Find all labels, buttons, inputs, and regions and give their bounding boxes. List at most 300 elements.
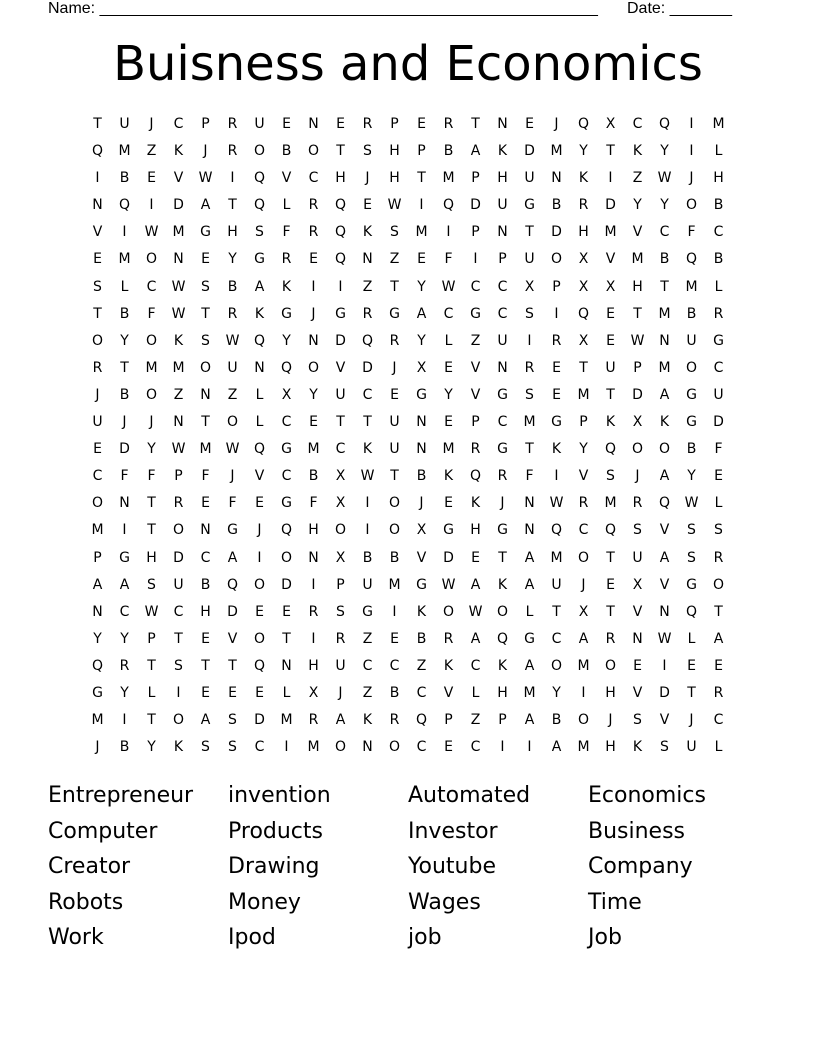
grid-letter: N [497, 224, 508, 241]
grid-letter: V [470, 359, 481, 376]
grid-letter: T [660, 278, 669, 295]
grid-letter: Y [633, 197, 642, 214]
grid-letter: U [92, 414, 103, 431]
grid-letter: W [630, 332, 645, 349]
grid-letter: W [441, 576, 456, 593]
grid-row [84, 545, 732, 572]
grid-letter: R [605, 630, 616, 647]
grid-letter: E [93, 441, 102, 458]
grid-letter: K [497, 143, 508, 160]
grid-letter: E [444, 739, 453, 756]
grid-letter: Q [685, 251, 698, 268]
grid-letter: O [685, 197, 698, 214]
grid-letter: D [362, 359, 373, 376]
grid-letter: D [254, 712, 265, 729]
grid-row [84, 517, 732, 544]
grid-letter: Y [417, 278, 426, 295]
grid-letter: C [92, 468, 103, 485]
grid-letter: E [282, 603, 291, 620]
grid-letter: H [335, 170, 346, 187]
grid-letter: Y [120, 332, 129, 349]
grid-letter: C [713, 359, 724, 376]
grid-letter: T [471, 116, 480, 132]
grid-letter: J [149, 116, 154, 132]
grid-letter: C [416, 684, 427, 701]
grid-letter: M [631, 251, 644, 268]
grid-letter: I [122, 712, 127, 729]
grid-letter: W [198, 170, 213, 187]
grid-letter: W [360, 468, 375, 485]
grid-letter: Y [120, 630, 129, 647]
word-bank [48, 778, 768, 956]
grid-letter: S [390, 224, 399, 241]
grid-row [84, 626, 732, 653]
grid-letter: F [525, 468, 534, 485]
grid-letter: U [497, 197, 508, 214]
grid-letter: M [604, 224, 617, 241]
grid-letter: V [227, 630, 238, 647]
grid-letter: B [362, 549, 373, 566]
grid-letter: A [524, 576, 535, 593]
grid-letter: M [523, 684, 536, 701]
grid-letter: H [632, 278, 643, 295]
grid-letter: M [172, 224, 185, 241]
grid-letter: P [336, 576, 345, 593]
word-bank-item: Products [228, 818, 323, 844]
grid-letter: X [281, 386, 292, 403]
word-bank-item: Job [588, 925, 622, 951]
grid-letter: U [713, 386, 724, 403]
grid-letter: H [227, 224, 238, 241]
grid-letter: A [200, 197, 211, 214]
grid-letter: O [712, 576, 725, 593]
grid-letter: H [389, 170, 400, 187]
grid-letter: G [254, 251, 265, 268]
grid-letter: H [578, 224, 589, 241]
grid-letter: O [280, 549, 293, 566]
grid-letter: E [687, 657, 696, 674]
grid-letter: A [92, 576, 103, 593]
grid-letter: B [551, 197, 562, 214]
grid-letter: M [577, 657, 590, 674]
grid-letter: X [335, 495, 346, 512]
grid-letter: W [657, 630, 672, 647]
word-bank-item: Ipod [228, 925, 276, 951]
grid-letter: A [659, 468, 670, 485]
grid-letter: Z [227, 386, 238, 403]
grid-letter: N [497, 359, 508, 376]
grid-letter: E [336, 116, 345, 132]
grid-letter: R [497, 468, 508, 485]
grid-letter: N [416, 414, 427, 431]
grid-letter: Y [660, 143, 669, 160]
grid-letter: N [362, 251, 373, 268]
grid-letter: W [387, 197, 402, 214]
grid-letter: E [255, 495, 264, 512]
grid-letter: R [632, 495, 643, 512]
grid-letter: U [119, 116, 130, 132]
grid-letter: J [257, 522, 262, 539]
grid-letter: A [119, 576, 130, 593]
grid-letter: L [471, 684, 480, 701]
grid-letter: T [363, 414, 372, 431]
grid-letter: I [689, 143, 694, 160]
grid-letter: S [228, 739, 237, 756]
grid-letter: Y [120, 684, 129, 701]
grid-letter: Z [389, 251, 400, 268]
grid-letter: O [172, 522, 185, 539]
grid-letter: D [119, 441, 130, 458]
grid-letter: B [119, 305, 130, 322]
grid-letter: P [498, 712, 507, 729]
grid-letter: V [632, 684, 643, 701]
grid-letter: E [552, 359, 561, 376]
grid-letter: D [632, 386, 643, 403]
grid-letter: Q [253, 441, 266, 458]
grid-letter: E [606, 576, 615, 593]
grid-letter: G [551, 414, 562, 431]
grid-letter: L [282, 684, 291, 701]
grid-letter: D [281, 576, 292, 593]
grid-letter: J [365, 170, 370, 187]
grid-letter: S [255, 224, 264, 241]
grid-row [84, 274, 732, 301]
grid-letter: T [336, 143, 345, 160]
grid-letter: Y [579, 143, 588, 160]
word-bank-item: Money [228, 889, 301, 915]
grid-letter: G [524, 630, 535, 647]
grid-letter: D [443, 549, 454, 566]
grid-letter: K [173, 143, 184, 160]
grid-letter: B [119, 386, 130, 403]
word-bank-row [48, 849, 768, 885]
grid-row [84, 707, 732, 734]
grid-letter: M [550, 549, 563, 566]
grid-letter: I [311, 576, 316, 593]
grid-letter: B [227, 278, 238, 295]
grid-row [84, 436, 732, 463]
grid-letter: B [308, 468, 319, 485]
grid-letter: T [147, 495, 156, 512]
word-bank-item: invention [228, 783, 331, 808]
grid-letter: F [282, 224, 291, 241]
grid-letter: O [334, 739, 347, 756]
grid-letter: B [119, 170, 130, 187]
grid-letter: I [311, 278, 316, 295]
date-field-label: Date: _______ [627, 0, 732, 17]
grid-letter: K [416, 603, 427, 620]
grid-letter: O [388, 522, 401, 539]
grid-letter: G [524, 197, 535, 214]
grid-letter: N [200, 522, 211, 539]
grid-letter: M [685, 278, 698, 295]
grid-letter: S [201, 278, 210, 295]
word-bank-item: Entrepreneur [48, 783, 194, 808]
grid-letter: I [662, 657, 667, 674]
grid-letter: K [470, 495, 481, 512]
grid-letter: I [500, 739, 505, 756]
grid-letter: A [524, 657, 535, 674]
grid-letter: G [497, 522, 508, 539]
grid-letter: L [714, 143, 723, 160]
grid-letter: I [446, 224, 451, 241]
grid-letter: M [658, 359, 671, 376]
word-bank-item: Automated [408, 783, 531, 808]
grid-letter: N [281, 657, 292, 674]
grid-row [84, 680, 732, 707]
grid-letter: J [392, 359, 397, 376]
grid-row [84, 490, 732, 517]
grid-letter: Q [280, 359, 293, 376]
grid-letter: Q [253, 657, 266, 674]
grid-letter: S [660, 739, 669, 756]
grid-letter: O [604, 657, 617, 674]
grid-letter: V [659, 712, 670, 729]
grid-letter: R [713, 684, 724, 701]
grid-letter: F [309, 495, 318, 512]
grid-letter: O [91, 332, 104, 349]
grid-letter: G [416, 386, 427, 403]
grid-letter: G [389, 305, 400, 322]
grid-letter: J [311, 305, 316, 322]
grid-letter: C [389, 657, 400, 674]
grid-letter: T [201, 305, 210, 322]
grid-letter: T [390, 468, 399, 485]
grid-letter: S [201, 332, 210, 349]
grid-letter: E [417, 251, 426, 268]
grid-letter: V [173, 170, 184, 187]
grid-letter: S [687, 549, 696, 566]
grid-letter: R [335, 630, 346, 647]
word-bank-item: Economics [588, 783, 706, 808]
grid-letter: I [527, 739, 532, 756]
grid-letter: M [118, 251, 131, 268]
grid-letter: X [578, 251, 589, 268]
grid-letter: I [473, 251, 478, 268]
grid-letter: Q [577, 116, 590, 132]
grid-letter: F [147, 468, 156, 485]
grid-letter: O [253, 576, 266, 593]
grid-letter: I [365, 522, 370, 539]
grid-letter: R [227, 143, 238, 160]
grid-letter: M [442, 170, 455, 187]
grid-letter: I [284, 739, 289, 756]
grid-letter: G [416, 576, 427, 593]
grid-letter: S [228, 712, 237, 729]
grid-letter: B [416, 468, 427, 485]
grid-letter: T [228, 197, 237, 214]
grid-letter: S [633, 712, 642, 729]
grid-letter: S [336, 603, 345, 620]
grid-letter: K [362, 712, 373, 729]
grid-letter: G [281, 305, 292, 322]
grid-letter: F [201, 468, 210, 485]
grid-letter: G [443, 522, 454, 539]
grid-letter: I [176, 684, 181, 701]
grid-letter: L [255, 414, 264, 431]
grid-letter: S [93, 278, 102, 295]
grid-row [84, 192, 732, 219]
grid-letter: A [200, 712, 211, 729]
grid-letter: C [362, 657, 373, 674]
grid-letter: V [443, 684, 454, 701]
grid-letter: S [174, 657, 183, 674]
grid-letter: R [713, 549, 724, 566]
grid-letter: Q [685, 603, 698, 620]
grid-letter: L [147, 684, 156, 701]
grid-letter: B [281, 143, 292, 160]
grid-letter: Z [146, 143, 157, 160]
grid-letter: X [416, 359, 427, 376]
grid-letter: J [338, 684, 343, 701]
grid-letter: H [146, 549, 157, 566]
grid-row [84, 599, 732, 626]
grid-letter: K [173, 739, 184, 756]
grid-letter: D [605, 197, 616, 214]
grid-letter: A [470, 630, 481, 647]
grid-letter: G [686, 576, 697, 593]
grid-letter: M [388, 576, 401, 593]
grid-letter: N [362, 739, 373, 756]
grid-letter: S [606, 468, 615, 485]
grid-letter: N [551, 170, 562, 187]
grid-letter: L [120, 278, 129, 295]
grid-letter: P [93, 549, 102, 566]
grid-letter: M [91, 712, 104, 729]
grid-letter: K [173, 332, 184, 349]
grid-letter: C [470, 657, 481, 674]
grid-letter: P [579, 414, 588, 431]
grid-letter: C [578, 522, 589, 539]
grid-letter: M [577, 386, 590, 403]
grid-letter: C [470, 278, 481, 295]
grid-letter: E [255, 684, 264, 701]
grid-letter: E [255, 603, 264, 620]
grid-letter: R [578, 197, 589, 214]
grid-letter: E [201, 684, 210, 701]
grid-letter: U [605, 359, 616, 376]
grid-letter: E [633, 657, 642, 674]
grid-letter: I [554, 468, 559, 485]
grid-letter: D [713, 414, 724, 431]
grid-letter: T [714, 603, 723, 620]
grid-letter: T [93, 305, 102, 322]
grid-letter: T [228, 657, 237, 674]
grid-letter: O [172, 712, 185, 729]
grid-letter: G [227, 522, 238, 539]
grid-letter: Z [470, 712, 481, 729]
grid-letter: T [606, 549, 615, 566]
grid-letter: E [444, 414, 453, 431]
grid-letter: K [605, 414, 616, 431]
grid-letter: Y [552, 684, 561, 701]
grid-letter: M [280, 712, 293, 729]
grid-letter: G [281, 495, 292, 512]
grid-letter: L [714, 495, 723, 512]
grid-letter: E [444, 495, 453, 512]
word-bank-item: Business [588, 818, 686, 844]
grid-letter: P [201, 116, 210, 132]
grid-letter: G [686, 386, 697, 403]
grid-letter: X [632, 414, 643, 431]
grid-letter: A [659, 386, 670, 403]
grid-letter: B [443, 143, 454, 160]
grid-letter: U [362, 576, 373, 593]
grid-letter: A [416, 305, 427, 322]
grid-letter: Q [550, 522, 563, 539]
grid-letter: A [227, 549, 238, 566]
grid-letter: N [308, 332, 319, 349]
grid-letter: N [524, 495, 535, 512]
word-bank-item: Work [48, 925, 104, 951]
grid-letter: E [444, 359, 453, 376]
grid-letter: X [335, 549, 346, 566]
grid-letter: O [577, 549, 590, 566]
grid-letter: P [633, 359, 642, 376]
grid-letter: G [497, 386, 508, 403]
grid-letter: O [496, 603, 509, 620]
grid-letter: Q [226, 576, 239, 593]
grid-letter: N [173, 414, 184, 431]
grid-letter: S [633, 522, 642, 539]
grid-letter: R [227, 116, 238, 132]
grid-letter: Z [416, 657, 427, 674]
grid-letter: N [254, 359, 265, 376]
grid-row [84, 382, 732, 409]
grid-row [84, 219, 732, 246]
grid-letter: T [606, 386, 615, 403]
grid-letter: W [441, 278, 456, 295]
grid-letter: H [605, 739, 616, 756]
grid-letter: B [416, 630, 427, 647]
grid-letter: O [631, 441, 644, 458]
grid-letter: J [122, 414, 127, 431]
grid-letter: W [171, 278, 186, 295]
grid-letter: E [282, 116, 291, 132]
grid-letter: V [416, 549, 427, 566]
grid-letter: C [173, 603, 184, 620]
grid-letter: O [388, 495, 401, 512]
grid-letter: H [497, 170, 508, 187]
grid-letter: B [551, 712, 562, 729]
grid-letter: Q [118, 197, 131, 214]
grid-letter: C [416, 739, 427, 756]
grid-letter: D [659, 684, 670, 701]
grid-letter: U [389, 441, 400, 458]
grid-letter: G [200, 224, 211, 241]
grid-letter: D [524, 143, 535, 160]
grid-letter: R [308, 712, 319, 729]
grid-letter: X [578, 332, 589, 349]
grid-letter: L [255, 386, 264, 403]
grid-letter: M [523, 414, 536, 431]
grid-letter: U [686, 332, 697, 349]
grid-letter: N [173, 251, 184, 268]
grid-letter: H [713, 170, 724, 187]
grid-letter: K [443, 657, 454, 674]
grid-letter: Q [334, 197, 347, 214]
grid-letter: O [658, 441, 671, 458]
grid-letter: K [659, 414, 670, 431]
grid-letter: E [201, 495, 210, 512]
grid-letter: T [525, 441, 534, 458]
grid-letter: H [605, 684, 616, 701]
grid-letter: M [91, 522, 104, 539]
grid-letter: E [309, 251, 318, 268]
grid-letter: I [392, 603, 397, 620]
grid-letter: U [551, 576, 562, 593]
word-search-grid [84, 111, 732, 761]
